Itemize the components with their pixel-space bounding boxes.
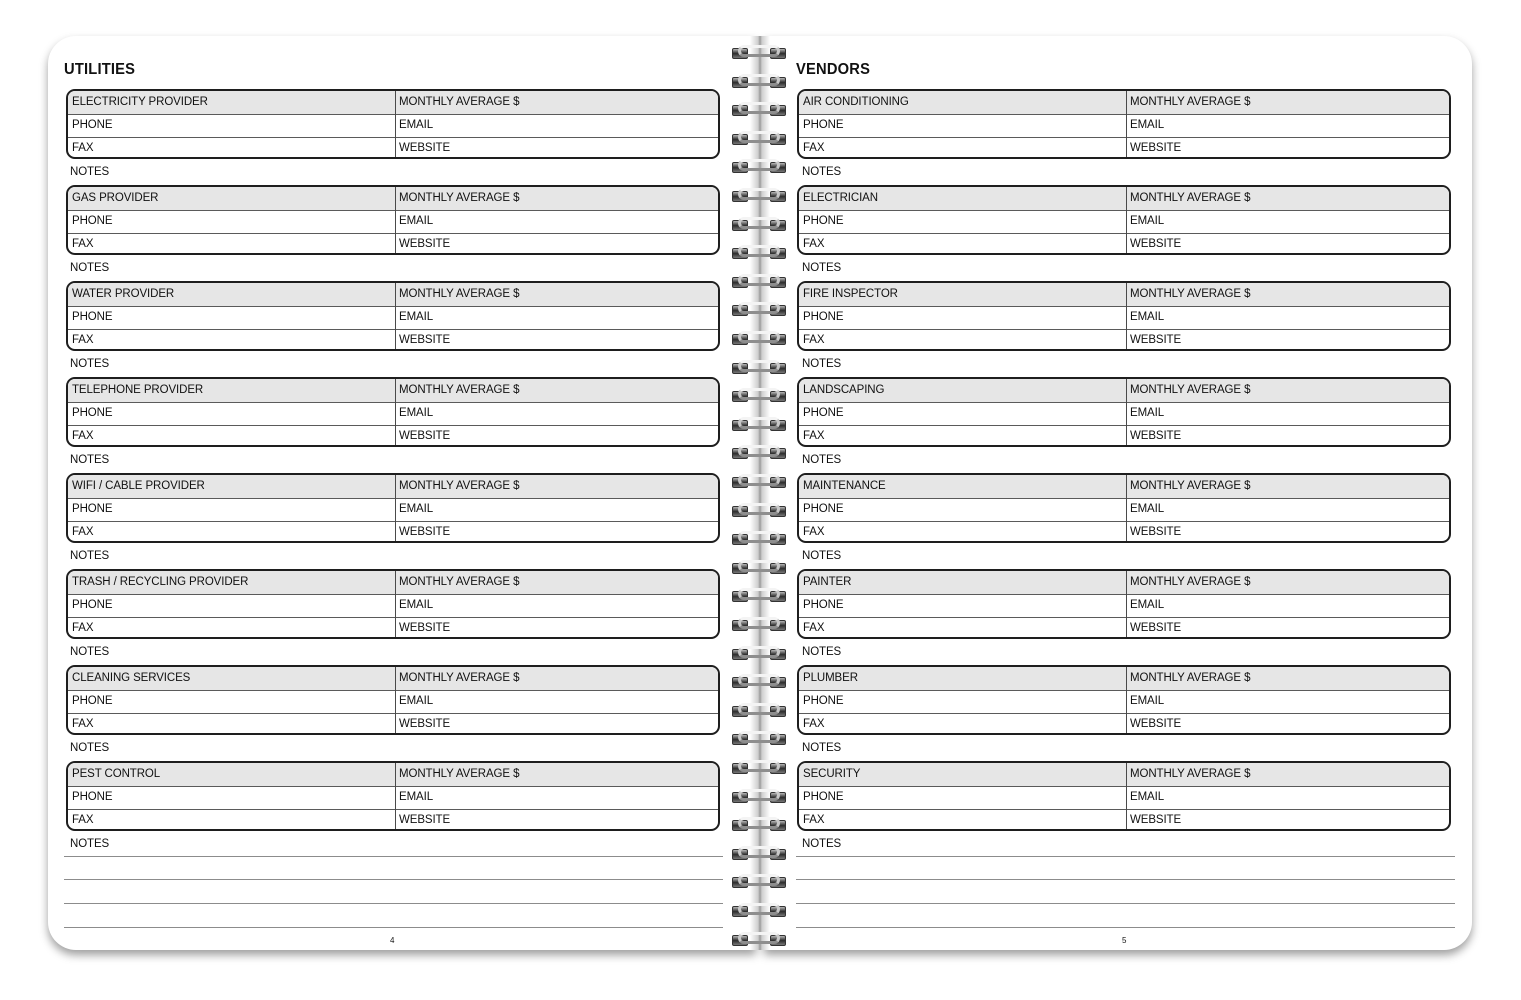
spiral-coil bbox=[732, 786, 786, 808]
entry-box bbox=[66, 89, 720, 159]
entry-name-field[interactable]: PLUMBER bbox=[803, 672, 858, 684]
spiral-coil bbox=[732, 900, 786, 922]
entry-name-field[interactable]: PAINTER bbox=[803, 576, 852, 588]
website-field[interactable]: WEBSITE bbox=[1130, 142, 1182, 154]
entry-name-field[interactable]: LANDSCAPING bbox=[803, 384, 885, 396]
column-divider bbox=[1126, 379, 1127, 445]
entry-name-field[interactable]: GAS PROVIDER bbox=[72, 192, 159, 204]
coil-wire bbox=[738, 388, 780, 400]
coil-wire bbox=[738, 874, 780, 886]
monthly-average-field[interactable]: MONTHLY AVERAGE $ bbox=[1130, 192, 1251, 204]
entry-box bbox=[797, 281, 1451, 351]
entry-contact-row bbox=[799, 210, 1449, 234]
entry-contact-row bbox=[799, 594, 1449, 618]
phone-field[interactable]: PHONE bbox=[803, 119, 844, 131]
monthly-average-field[interactable]: MONTHLY AVERAGE $ bbox=[1130, 576, 1251, 588]
notes-label[interactable]: NOTES bbox=[802, 454, 842, 466]
website-field[interactable]: WEBSITE bbox=[1130, 718, 1182, 730]
column-divider bbox=[1126, 667, 1127, 733]
entry-header-row bbox=[68, 283, 718, 307]
email-field[interactable]: EMAIL bbox=[1130, 695, 1165, 707]
coil-wire bbox=[738, 531, 780, 543]
entry-box bbox=[66, 281, 720, 351]
entry-header-row bbox=[799, 91, 1449, 115]
entry-box bbox=[66, 569, 720, 639]
entry-web-row bbox=[68, 233, 718, 255]
fax-field[interactable]: FAX bbox=[803, 238, 825, 250]
coil-wire bbox=[738, 331, 780, 343]
website-field[interactable]: WEBSITE bbox=[399, 622, 451, 634]
phone-field[interactable]: PHONE bbox=[72, 119, 113, 131]
monthly-average-field[interactable]: MONTHLY AVERAGE $ bbox=[1130, 480, 1251, 492]
coil-wire bbox=[738, 102, 780, 114]
spiral-coil bbox=[732, 442, 786, 464]
website-field[interactable]: WEBSITE bbox=[1130, 430, 1182, 442]
monthly-average-field[interactable]: MONTHLY AVERAGE $ bbox=[399, 96, 520, 108]
entry-name-field[interactable]: WIFI / CABLE PROVIDER bbox=[72, 480, 205, 492]
entry-contact-row bbox=[68, 402, 718, 426]
spiral-coil bbox=[732, 929, 786, 951]
entry-header-row bbox=[68, 187, 718, 211]
spiral-coil bbox=[732, 156, 786, 178]
entry-web-row bbox=[68, 617, 718, 639]
fax-field[interactable]: FAX bbox=[803, 622, 825, 634]
notes-label[interactable]: NOTES bbox=[70, 454, 110, 466]
column-divider bbox=[395, 763, 396, 829]
spiral-coil bbox=[732, 357, 786, 379]
entry-header-row bbox=[68, 667, 718, 691]
notes-ruled-line[interactable] bbox=[796, 927, 1455, 928]
entry-box bbox=[66, 665, 720, 735]
entry-web-row bbox=[68, 713, 718, 735]
entry-header-row bbox=[799, 667, 1449, 691]
coil-wire bbox=[738, 417, 780, 429]
spiral-coil bbox=[732, 42, 786, 64]
email-field[interactable]: EMAIL bbox=[399, 119, 434, 131]
email-field[interactable]: EMAIL bbox=[399, 791, 434, 803]
entry-contact-row bbox=[68, 690, 718, 714]
spiral-coil bbox=[732, 99, 786, 121]
phone-field[interactable]: PHONE bbox=[72, 407, 113, 419]
spiral-coil bbox=[732, 700, 786, 722]
fax-field[interactable]: FAX bbox=[803, 526, 825, 538]
entry-box bbox=[66, 185, 720, 255]
entry-header-row bbox=[68, 379, 718, 403]
coil-wire bbox=[738, 903, 780, 915]
entry-header-row bbox=[68, 571, 718, 595]
email-field[interactable]: EMAIL bbox=[1130, 791, 1165, 803]
spiral-coil bbox=[732, 185, 786, 207]
monthly-average-field[interactable]: MONTHLY AVERAGE $ bbox=[399, 288, 520, 300]
spiral-coil bbox=[732, 242, 786, 264]
entry-web-row bbox=[68, 809, 718, 831]
entry-web-row bbox=[68, 521, 718, 543]
column-divider bbox=[395, 667, 396, 733]
entry-name-field[interactable]: CLEANING SERVICES bbox=[72, 672, 191, 684]
entry-box bbox=[797, 185, 1451, 255]
spiral-coil bbox=[732, 500, 786, 522]
website-field[interactable]: WEBSITE bbox=[399, 526, 451, 538]
phone-field[interactable]: PHONE bbox=[803, 311, 844, 323]
spiral-coil bbox=[732, 614, 786, 636]
entry-contact-row bbox=[799, 306, 1449, 330]
notes-ruled-line[interactable] bbox=[64, 856, 723, 857]
entry-header-row bbox=[799, 475, 1449, 499]
column-divider bbox=[395, 571, 396, 637]
entry-web-row bbox=[799, 425, 1449, 447]
coil-wire bbox=[738, 846, 780, 858]
spiral-coil bbox=[732, 471, 786, 493]
website-field[interactable]: WEBSITE bbox=[1130, 622, 1182, 634]
notes-ruled-line[interactable] bbox=[64, 879, 723, 880]
entry-contact-row bbox=[799, 786, 1449, 810]
column-divider bbox=[395, 187, 396, 253]
fax-field[interactable]: FAX bbox=[72, 718, 94, 730]
entry-web-row bbox=[68, 329, 718, 351]
notes-label[interactable]: NOTES bbox=[70, 838, 110, 850]
monthly-average-field[interactable]: MONTHLY AVERAGE $ bbox=[399, 768, 520, 780]
notes-label[interactable]: NOTES bbox=[802, 358, 842, 370]
column-divider bbox=[395, 379, 396, 445]
phone-field[interactable]: PHONE bbox=[803, 695, 844, 707]
entry-web-row bbox=[799, 329, 1449, 351]
fax-field[interactable]: FAX bbox=[72, 334, 94, 346]
page-number-right: 5 bbox=[1122, 936, 1127, 945]
coil-wire bbox=[738, 45, 780, 57]
notes-label[interactable]: NOTES bbox=[802, 166, 842, 178]
notes-label[interactable]: NOTES bbox=[802, 646, 842, 658]
notes-label[interactable]: NOTES bbox=[70, 742, 110, 754]
monthly-average-field[interactable]: MONTHLY AVERAGE $ bbox=[1130, 384, 1251, 396]
fax-field[interactable]: FAX bbox=[72, 238, 94, 250]
email-field[interactable]: EMAIL bbox=[1130, 119, 1165, 131]
column-divider bbox=[1126, 475, 1127, 541]
entry-contact-row bbox=[68, 114, 718, 138]
website-field[interactable]: WEBSITE bbox=[1130, 334, 1182, 346]
entry-box bbox=[797, 761, 1451, 831]
column-divider bbox=[1126, 187, 1127, 253]
coil-wire bbox=[738, 789, 780, 801]
website-field[interactable]: WEBSITE bbox=[1130, 238, 1182, 250]
column-divider bbox=[1126, 283, 1127, 349]
fax-field[interactable]: FAX bbox=[803, 334, 825, 346]
spiral-coil bbox=[732, 528, 786, 550]
coil-wire bbox=[738, 703, 780, 715]
spiral-coil bbox=[732, 871, 786, 893]
entry-name-field[interactable]: PEST CONTROL bbox=[72, 768, 161, 780]
monthly-average-field[interactable]: MONTHLY AVERAGE $ bbox=[1130, 768, 1251, 780]
coil-wire bbox=[738, 74, 780, 86]
column-divider bbox=[395, 283, 396, 349]
website-field[interactable]: WEBSITE bbox=[1130, 526, 1182, 538]
entry-box bbox=[797, 665, 1451, 735]
website-field[interactable]: WEBSITE bbox=[1130, 814, 1182, 826]
entry-web-row bbox=[799, 809, 1449, 831]
coil-wire bbox=[738, 245, 780, 257]
coil-wire bbox=[738, 560, 780, 572]
entry-web-row bbox=[799, 521, 1449, 543]
notes-ruled-line[interactable] bbox=[796, 856, 1455, 857]
email-field[interactable]: EMAIL bbox=[1130, 599, 1165, 611]
spiral-coil bbox=[732, 271, 786, 293]
email-field[interactable]: EMAIL bbox=[399, 311, 434, 323]
fax-field[interactable]: FAX bbox=[803, 718, 825, 730]
fax-field[interactable]: FAX bbox=[803, 142, 825, 154]
notes-ruled-line[interactable] bbox=[796, 879, 1455, 880]
spiral-coil bbox=[732, 414, 786, 436]
phone-field[interactable]: PHONE bbox=[803, 215, 844, 227]
coil-wire bbox=[738, 474, 780, 486]
email-field[interactable]: EMAIL bbox=[399, 407, 434, 419]
phone-field[interactable]: PHONE bbox=[72, 599, 113, 611]
monthly-average-field[interactable]: MONTHLY AVERAGE $ bbox=[399, 192, 520, 204]
monthly-average-field[interactable]: MONTHLY AVERAGE $ bbox=[1130, 96, 1251, 108]
entry-name-field[interactable]: TRASH / RECYCLING PROVIDER bbox=[72, 576, 249, 588]
entry-contact-row bbox=[68, 594, 718, 618]
spiral-coil bbox=[732, 585, 786, 607]
entry-name-field[interactable]: ELECTRICITY PROVIDER bbox=[72, 96, 208, 108]
monthly-average-field[interactable]: MONTHLY AVERAGE $ bbox=[1130, 672, 1251, 684]
coil-wire bbox=[738, 617, 780, 629]
spiral-coil bbox=[732, 557, 786, 579]
entry-contact-row bbox=[799, 498, 1449, 522]
website-field[interactable]: WEBSITE bbox=[399, 334, 451, 346]
fax-field[interactable]: FAX bbox=[72, 142, 94, 154]
entry-box bbox=[797, 377, 1451, 447]
notes-label[interactable]: NOTES bbox=[802, 550, 842, 562]
coil-wire bbox=[738, 646, 780, 658]
fax-field[interactable]: FAX bbox=[803, 430, 825, 442]
entry-name-field[interactable]: TELEPHONE PROVIDER bbox=[72, 384, 204, 396]
website-field[interactable]: WEBSITE bbox=[399, 238, 451, 250]
email-field[interactable]: EMAIL bbox=[399, 695, 434, 707]
email-field[interactable]: EMAIL bbox=[399, 599, 434, 611]
fax-field[interactable]: FAX bbox=[72, 622, 94, 634]
phone-field[interactable]: PHONE bbox=[72, 791, 113, 803]
entry-web-row bbox=[799, 233, 1449, 255]
coil-wire bbox=[738, 188, 780, 200]
monthly-average-field[interactable]: MONTHLY AVERAGE $ bbox=[399, 384, 520, 396]
spiral-coil bbox=[732, 814, 786, 836]
spiral-coil bbox=[732, 671, 786, 693]
coil-wire bbox=[738, 360, 780, 372]
phone-field[interactable]: PHONE bbox=[803, 599, 844, 611]
phone-field[interactable]: PHONE bbox=[72, 695, 113, 707]
spiral-coil bbox=[732, 385, 786, 407]
email-field[interactable]: EMAIL bbox=[399, 215, 434, 227]
entry-header-row bbox=[68, 475, 718, 499]
fax-field[interactable]: FAX bbox=[72, 430, 94, 442]
phone-field[interactable]: PHONE bbox=[803, 791, 844, 803]
coil-wire bbox=[738, 731, 780, 743]
coil-wire bbox=[738, 674, 780, 686]
phone-field[interactable]: PHONE bbox=[803, 407, 844, 419]
entry-contact-row bbox=[68, 210, 718, 234]
column-divider bbox=[1126, 763, 1127, 829]
spiral-coil bbox=[732, 643, 786, 665]
coil-wire bbox=[738, 760, 780, 772]
entry-name-field[interactable]: AIR CONDITIONING bbox=[803, 96, 909, 108]
entry-header-row bbox=[799, 283, 1449, 307]
entry-box bbox=[797, 473, 1451, 543]
entry-web-row bbox=[799, 137, 1449, 159]
vendors-title: VENDORS bbox=[796, 61, 871, 78]
monthly-average-field[interactable]: MONTHLY AVERAGE $ bbox=[1130, 288, 1251, 300]
website-field[interactable]: WEBSITE bbox=[399, 718, 451, 730]
fax-field[interactable]: FAX bbox=[72, 526, 94, 538]
notes-label[interactable]: NOTES bbox=[70, 550, 110, 562]
coil-wire bbox=[738, 503, 780, 515]
notes-ruled-line[interactable] bbox=[64, 927, 723, 928]
phone-field[interactable]: PHONE bbox=[72, 311, 113, 323]
column-divider bbox=[1126, 571, 1127, 637]
email-field[interactable]: EMAIL bbox=[1130, 503, 1165, 515]
entry-name-field[interactable]: ELECTRICIAN bbox=[803, 192, 878, 204]
entry-contact-row bbox=[799, 402, 1449, 426]
entry-contact-row bbox=[68, 306, 718, 330]
email-field[interactable]: EMAIL bbox=[1130, 407, 1165, 419]
coil-wire bbox=[738, 445, 780, 457]
entry-web-row bbox=[799, 713, 1449, 735]
spiral-coil bbox=[732, 728, 786, 750]
notes-label[interactable]: NOTES bbox=[802, 742, 842, 754]
email-field[interactable]: EMAIL bbox=[399, 503, 434, 515]
utilities-title: UTILITIES bbox=[64, 61, 136, 78]
notes-label[interactable]: NOTES bbox=[70, 166, 110, 178]
column-divider bbox=[395, 91, 396, 157]
column-divider bbox=[1126, 91, 1127, 157]
entry-web-row bbox=[68, 137, 718, 159]
entry-name-field[interactable]: FIRE INSPECTOR bbox=[803, 288, 898, 300]
spiral-coil bbox=[732, 128, 786, 150]
entry-box bbox=[797, 569, 1451, 639]
entry-header-row bbox=[799, 379, 1449, 403]
column-divider bbox=[395, 475, 396, 541]
entry-contact-row bbox=[799, 690, 1449, 714]
phone-field[interactable]: PHONE bbox=[72, 503, 113, 515]
entry-box bbox=[66, 473, 720, 543]
spiral-coil bbox=[732, 843, 786, 865]
fax-field[interactable]: FAX bbox=[72, 814, 94, 826]
website-field[interactable]: WEBSITE bbox=[399, 430, 451, 442]
entry-header-row bbox=[799, 763, 1449, 787]
spiral-coil bbox=[732, 328, 786, 350]
website-field[interactable]: WEBSITE bbox=[399, 142, 451, 154]
entry-contact-row bbox=[68, 786, 718, 810]
entry-header-row bbox=[799, 187, 1449, 211]
notes-label[interactable]: NOTES bbox=[802, 262, 842, 274]
entry-contact-row bbox=[68, 498, 718, 522]
spiral-coil bbox=[732, 71, 786, 93]
coil-wire bbox=[738, 302, 780, 314]
notes-label[interactable]: NOTES bbox=[70, 646, 110, 658]
entry-box bbox=[66, 761, 720, 831]
entry-contact-row bbox=[799, 114, 1449, 138]
notes-label[interactable]: NOTES bbox=[70, 358, 110, 370]
entry-name-field[interactable]: WATER PROVIDER bbox=[72, 288, 175, 300]
coil-wire bbox=[738, 932, 780, 944]
entry-header-row bbox=[799, 571, 1449, 595]
entry-box bbox=[797, 89, 1451, 159]
entry-web-row bbox=[799, 617, 1449, 639]
spiral-coil bbox=[732, 214, 786, 236]
notes-label[interactable]: NOTES bbox=[802, 838, 842, 850]
email-field[interactable]: EMAIL bbox=[1130, 311, 1165, 323]
coil-wire bbox=[738, 588, 780, 600]
entry-header-row bbox=[68, 763, 718, 787]
monthly-average-field[interactable]: MONTHLY AVERAGE $ bbox=[399, 480, 520, 492]
notes-label[interactable]: NOTES bbox=[70, 262, 110, 274]
entry-web-row bbox=[68, 425, 718, 447]
entry-name-field[interactable]: MAINTENANCE bbox=[803, 480, 886, 492]
notes-ruled-line[interactable] bbox=[64, 903, 723, 904]
monthly-average-field[interactable]: MONTHLY AVERAGE $ bbox=[399, 672, 520, 684]
spiral-coil bbox=[732, 757, 786, 779]
coil-wire bbox=[738, 131, 780, 143]
entry-box bbox=[66, 377, 720, 447]
phone-field[interactable]: PHONE bbox=[72, 215, 113, 227]
coil-wire bbox=[738, 817, 780, 829]
coil-wire bbox=[738, 217, 780, 229]
website-field[interactable]: WEBSITE bbox=[399, 814, 451, 826]
monthly-average-field[interactable]: MONTHLY AVERAGE $ bbox=[399, 576, 520, 588]
entry-name-field[interactable]: SECURITY bbox=[803, 768, 861, 780]
entry-header-row bbox=[68, 91, 718, 115]
notes-ruled-line[interactable] bbox=[796, 903, 1455, 904]
fax-field[interactable]: FAX bbox=[803, 814, 825, 826]
coil-wire bbox=[738, 274, 780, 286]
coil-wire bbox=[738, 159, 780, 171]
page-number-left: 4 bbox=[390, 936, 395, 945]
email-field[interactable]: EMAIL bbox=[1130, 215, 1165, 227]
phone-field[interactable]: PHONE bbox=[803, 503, 844, 515]
spiral-coil bbox=[732, 299, 786, 321]
